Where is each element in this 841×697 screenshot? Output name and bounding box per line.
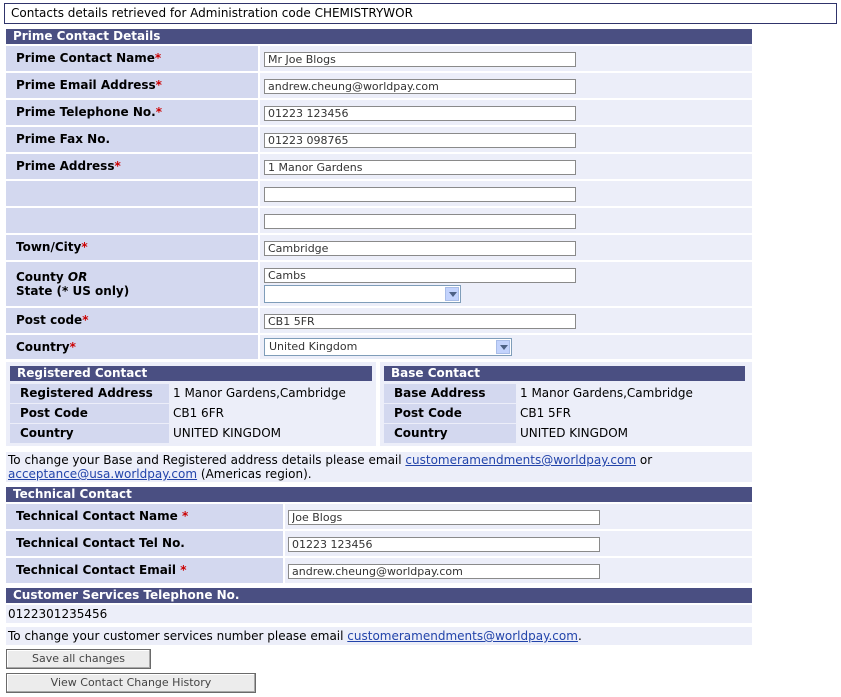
prime-country-label: Country*	[6, 335, 258, 359]
prime-address3-cell	[260, 208, 752, 233]
country-select-value: United Kingdom	[269, 340, 358, 353]
prime-town-label: Town/City*	[6, 235, 258, 260]
base-postcode-value: CB1 5FR	[520, 406, 571, 420]
prime-town-cell	[260, 235, 752, 260]
prime-country-cell	[260, 335, 752, 359]
customer-services-heading: Customer Services Telephone No.	[6, 588, 752, 603]
prime-address2-row	[6, 181, 752, 206]
technical-tel-cell	[285, 531, 752, 556]
customer-services-note: To change your customer services number please email customeramendments@worldpay.com.	[6, 627, 752, 645]
prime-tel-label: Prime Telephone No.*	[6, 100, 258, 125]
registered-contact-heading: Registered Contact	[10, 366, 372, 381]
prime-email-row	[6, 73, 752, 98]
prime-address1-input[interactable]	[264, 160, 576, 175]
registered-postcode-label: Post Code	[10, 404, 169, 423]
technical-tel-input[interactable]	[288, 537, 600, 552]
prime-address2-cell	[260, 181, 752, 206]
customer-services-email-link[interactable]: customeramendments@worldpay.com	[347, 629, 578, 643]
registered-address-value: 1 Manor Gardens,Cambridge	[173, 386, 346, 400]
prime-county-cell	[260, 262, 752, 306]
prime-fax-row	[6, 127, 752, 152]
prime-town-input[interactable]	[264, 241, 576, 256]
technical-name-label: Technical Contact Name *	[6, 504, 283, 529]
prime-email-input[interactable]	[264, 79, 576, 94]
prime-postcode-input[interactable]	[264, 314, 576, 329]
technical-name-row	[6, 504, 752, 529]
state-select[interactable]	[264, 285, 461, 303]
americas-acceptance-email-link[interactable]: acceptance@usa.worldpay.com	[8, 467, 198, 481]
prime-address3-input[interactable]	[264, 214, 576, 229]
prime-fax-cell	[260, 127, 752, 152]
registered-address-label: Registered Address	[10, 384, 169, 403]
registered-postcode-value: CB1 6FR	[173, 406, 224, 420]
technical-contact-heading: Technical Contact	[6, 487, 752, 502]
prime-name-row	[6, 46, 752, 71]
view-contact-history-button[interactable]: View Contact Change History	[6, 673, 256, 693]
registered-address-row	[10, 384, 372, 403]
base-contact-box	[380, 362, 752, 446]
base-country-row	[384, 424, 746, 443]
base-country-value: UNITED KINGDOM	[520, 426, 628, 440]
prime-name-label: Prime Contact Name*	[6, 46, 258, 71]
registered-country-value: UNITED KINGDOM	[173, 426, 281, 440]
prime-email-cell	[260, 73, 752, 98]
prime-address3-label	[6, 208, 258, 233]
prime-postcode-cell	[260, 308, 752, 333]
technical-name-input[interactable]	[288, 510, 600, 525]
banner-text: Contacts details retrieved for Administration code CHEMISTRYWOR	[11, 6, 413, 20]
prime-country-row	[6, 335, 752, 359]
prime-county-label: County OR State (* US only)	[6, 262, 258, 306]
prime-email-label: Prime Email Address*	[6, 73, 258, 98]
registered-country-row	[10, 424, 372, 443]
base-address-label: Base Address	[384, 384, 516, 403]
technical-tel-label: Technical Contact Tel No.	[6, 531, 283, 556]
technical-tel-row	[6, 531, 752, 556]
address-change-note: To change your Base and Registered address details please email customeramendments@worldpay.com or acceptance@usa.worldpay.com (Americas region).	[6, 452, 752, 482]
prime-address-row	[6, 154, 752, 179]
base-postcode-label: Post Code	[384, 404, 516, 423]
prime-tel-cell	[260, 100, 752, 125]
base-address-row	[384, 384, 746, 403]
technical-name-cell	[285, 504, 752, 529]
technical-email-label: Technical Contact Email *	[6, 558, 283, 583]
prime-fax-input[interactable]	[264, 133, 576, 148]
registered-postcode-row	[10, 404, 372, 423]
base-country-label: Country	[384, 424, 516, 443]
registered-contact-box	[6, 362, 376, 446]
page-banner	[4, 3, 837, 24]
prime-county-input[interactable]	[264, 268, 576, 283]
prime-address2-label	[6, 181, 258, 206]
prime-tel-row	[6, 100, 752, 125]
base-postcode-row	[384, 404, 746, 423]
prime-name-input[interactable]	[264, 52, 576, 67]
prime-address3-row	[6, 208, 752, 233]
base-contact-heading: Base Contact	[384, 366, 745, 381]
prime-postcode-label: Post code*	[6, 308, 258, 333]
technical-email-row	[6, 558, 752, 583]
prime-postcode-row	[6, 308, 752, 333]
prime-town-row	[6, 235, 752, 260]
prime-contact-heading	[6, 29, 752, 44]
base-address-value: 1 Manor Gardens,Cambridge	[520, 386, 693, 400]
prime-fax-label: Prime Fax No.	[6, 127, 258, 152]
chevron-down-icon	[445, 287, 459, 301]
prime-address-label: Prime Address*	[6, 154, 258, 179]
country-select[interactable]	[264, 338, 512, 356]
prime-county-row	[6, 262, 752, 306]
prime-address2-input[interactable]	[264, 187, 576, 202]
customer-amendments-email-link[interactable]: customeramendments@worldpay.com	[405, 453, 637, 467]
technical-email-input[interactable]	[288, 564, 600, 579]
customer-services-number: 0122301235456	[6, 605, 752, 623]
prime-contact-heading-text: Prime Contact Details	[13, 29, 161, 43]
prime-name-cell	[260, 46, 752, 71]
save-all-changes-button[interactable]: Save all changes	[6, 649, 151, 669]
technical-email-cell	[285, 558, 752, 583]
prime-tel-input[interactable]	[264, 106, 576, 121]
prime-address-cell	[260, 154, 752, 179]
chevron-down-icon	[496, 340, 510, 354]
registered-country-label: Country	[10, 424, 169, 443]
